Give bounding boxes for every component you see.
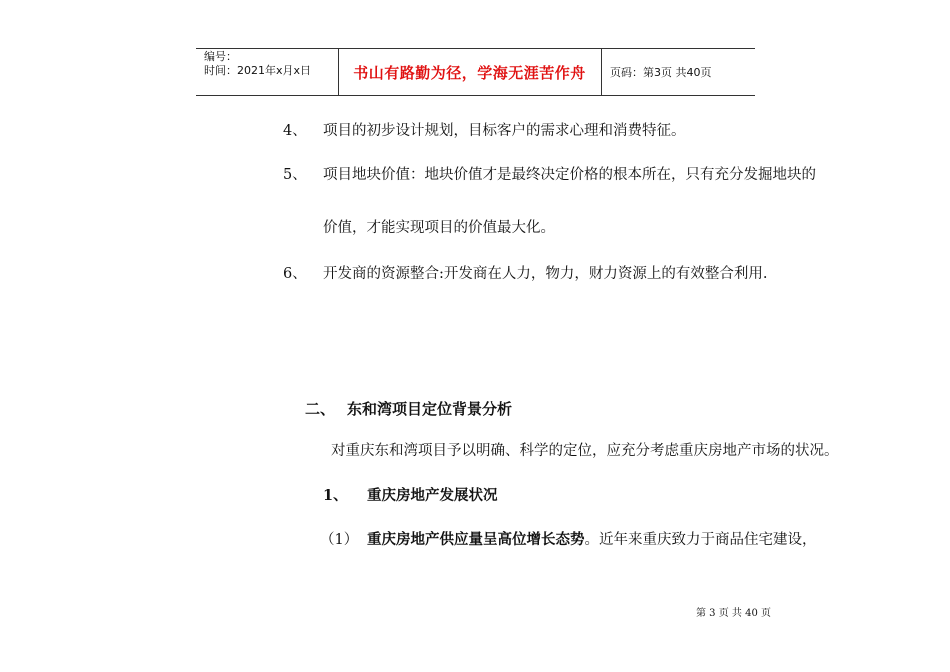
header-divider [601,48,602,96]
section-number: 二、 [305,400,336,418]
item-text: 项目地块价值：地块价值才是最终决定价格的根本所在，只有充分发掘地块的 [323,167,816,183]
page-footer: 第 3 页 共 40 页 [696,608,771,619]
doc-number-label: 编号： [204,50,237,63]
header-meta [204,50,311,78]
header-motto: 书山有路勤为径，学海无涯苦作舟 [353,63,586,82]
section-title: 东和湾项目定位背景分析 [347,400,513,418]
item-number: 6、 [283,266,307,282]
paragraph-lead: 重庆房地产供应量呈高位增长态势 [367,531,585,548]
item-number: 5、 [283,167,307,183]
item-number: 4、 [283,123,307,139]
paragraph-text: 。近年来重庆致力于商品住宅建设， [584,532,817,548]
page-header [196,48,755,96]
item-text: 开发商的资源整合:开发商在人力，物力，财力资源上的有效整合利用. [323,266,768,282]
paragraph [367,531,817,549]
item-text: 项目的初步设计规划，目标客户的需求心理和消费特征。 [323,123,686,139]
paragraph-number: （1） [320,532,359,548]
doc-date-label: 时间：2021年x月x日 [204,64,312,77]
header-page-code: 页码：第3页 共40页 [610,66,712,79]
section-intro: 对重庆东和湾项目予以明确、科学的定位，应充分考虑重庆房地产市场的状况。 [331,443,839,459]
item-text-continuation: 价值，才能实现项目的价值最大化。 [323,220,555,236]
subsection-number: 1、 [323,487,348,504]
subsection-title: 重庆房地产发展状况 [367,487,498,504]
header-motto-cell [338,48,601,96]
